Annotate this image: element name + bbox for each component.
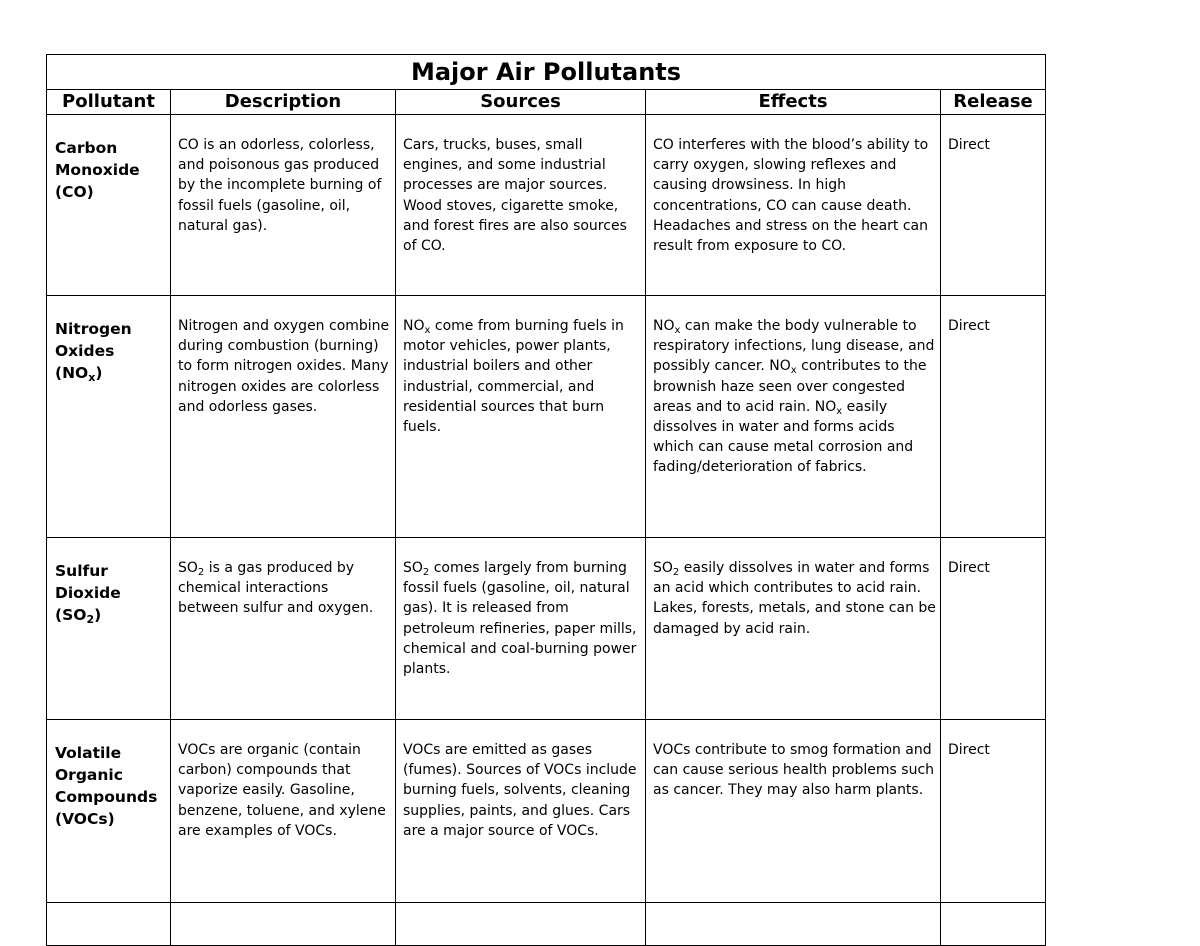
formula-text: SO <box>403 560 423 576</box>
release-cell: Direct <box>941 115 1046 296</box>
sources-cell: Cars, trucks, buses, small engines, and some industrial processes are major sources. Wood stoves, cigarette smoke, and forest fires are also sources of CO. <box>396 115 646 296</box>
pollutant-name-line: Dioxide <box>55 584 121 602</box>
pollutant-name-line: (VOCs) <box>55 810 115 828</box>
formula-subscript: x <box>424 325 431 336</box>
header-description: Description <box>171 90 396 115</box>
formula-text: SO <box>178 560 198 576</box>
effects-cell: CO interferes with the blood’s ability to carry oxygen, slowing reflexes and causing drowsiness. In high concentrations, CO can cause death. Headaches and stress on the heart can result from exposure to CO. <box>646 115 941 296</box>
sources-cell: VOCs are emitted as gases (fumes). Sources of VOCs include burning fuels, solvents, cleaning supplies, paints, and glues. Cars are a major source of VOCs. <box>396 720 646 903</box>
formula-text: (NO <box>55 364 89 382</box>
pollutant-name <box>47 115 171 296</box>
effects-text: easily dissolves in water and forms an acid which contributes to acid rain. Lakes, forests, metals, and stone can be damaged by acid rain. <box>653 560 936 637</box>
empty-cell <box>47 903 171 946</box>
sources-text: come from burning fuels in motor vehicles, power plants, industrial boilers and other industrial, commercial, and residential sources that burn fuels. <box>403 318 624 436</box>
description-text: is a gas produced by chemical interactions between sulfur and oxygen. <box>178 560 374 617</box>
formula-subscript: 2 <box>672 567 680 578</box>
effects-cell <box>646 296 941 538</box>
formula-subscript: x <box>674 325 681 336</box>
table-row <box>47 720 1046 903</box>
formula-text: SO <box>653 560 673 576</box>
empty-cell <box>171 903 396 946</box>
header-pollutant: Pollutant <box>47 90 171 115</box>
description-cell <box>171 538 396 720</box>
pollutant-name-line: Compounds <box>55 788 158 806</box>
pollutant-name-line: Nitrogen <box>55 320 132 338</box>
pollutant-name-line: (CO) <box>55 183 94 201</box>
empty-cell <box>646 903 941 946</box>
pollutant-name-line: Monoxide <box>55 161 140 179</box>
pollutant-name <box>47 538 171 720</box>
empty-row <box>47 903 1046 946</box>
header-sources: Sources <box>396 90 646 115</box>
release-cell: Direct <box>941 720 1046 903</box>
effects-text: contributes to the brownish haze seen over congested areas and to acid rain. NO <box>653 358 927 415</box>
formula-subscript: x <box>88 371 96 384</box>
formula-subscript: x <box>790 365 797 377</box>
header-row <box>47 90 1046 115</box>
pollutant-name-line: Sulfur <box>55 562 108 580</box>
formula-text: NO <box>653 318 675 334</box>
pollutant-name-line: Oxides <box>55 342 115 360</box>
empty-cell <box>396 903 646 946</box>
effects-cell: VOCs contribute to smog formation and can cause serious health problems such as cancer. They may also harm plants. <box>646 720 941 903</box>
empty-cell <box>941 903 1046 946</box>
header-effects: Effects <box>646 90 941 115</box>
formula-text: NO <box>403 318 425 334</box>
effects-cell <box>646 538 941 720</box>
sources-text: comes largely from burning fossil fuels (gasoline, oil, natural gas). It is released from petroleum refineries, paper mills, chemical and coal-burning power plants. <box>403 560 637 678</box>
sources-cell <box>396 296 646 538</box>
table-row <box>47 296 1046 538</box>
effects-text: can make the body vulnerable to respiratory infections, lung disease, and possibly cancer. NO <box>653 318 935 375</box>
description-cell: CO is an odorless, colorless, and poisonous gas produced by the incomplete burning of fossil fuels (gasoline, oil, natural gas). <box>171 115 396 296</box>
formula-subscript: 2 <box>197 567 205 578</box>
air-pollutants-table <box>46 54 1046 946</box>
formula-subscript: 2 <box>86 613 95 626</box>
table-row <box>47 115 1046 296</box>
pollutant-name-line: Organic <box>55 766 123 784</box>
release-cell: Direct <box>941 538 1046 720</box>
formula-text: ) <box>95 364 103 382</box>
formula-subscript: x <box>836 405 843 417</box>
description-cell: VOCs are organic (contain carbon) compounds that vaporize easily. Gasoline, benzene, toluene, and xylene are examples of VOCs. <box>171 720 396 903</box>
pollutant-name <box>47 296 171 538</box>
formula-subscript: 2 <box>422 567 430 578</box>
pollutant-name <box>47 720 171 903</box>
release-cell: Direct <box>941 296 1046 538</box>
pollutant-name-line: Volatile <box>55 744 122 762</box>
table-title: Major Air Pollutants <box>47 55 1046 90</box>
formula-text: ) <box>94 606 102 624</box>
formula-text: (SO <box>55 606 87 624</box>
pollutant-name-line: Carbon <box>55 139 118 157</box>
header-release: Release <box>941 90 1046 115</box>
description-cell: Nitrogen and oxygen combine during combustion (burning) to form nitrogen oxides. Many nitrogen oxides are colorless and odorless gases. <box>171 296 396 538</box>
sources-cell <box>396 538 646 720</box>
effects-text: easily dissolves in water and forms acids which can cause metal corrosion and fading/deterioration of fabrics. <box>653 398 914 476</box>
table-row <box>47 538 1046 720</box>
